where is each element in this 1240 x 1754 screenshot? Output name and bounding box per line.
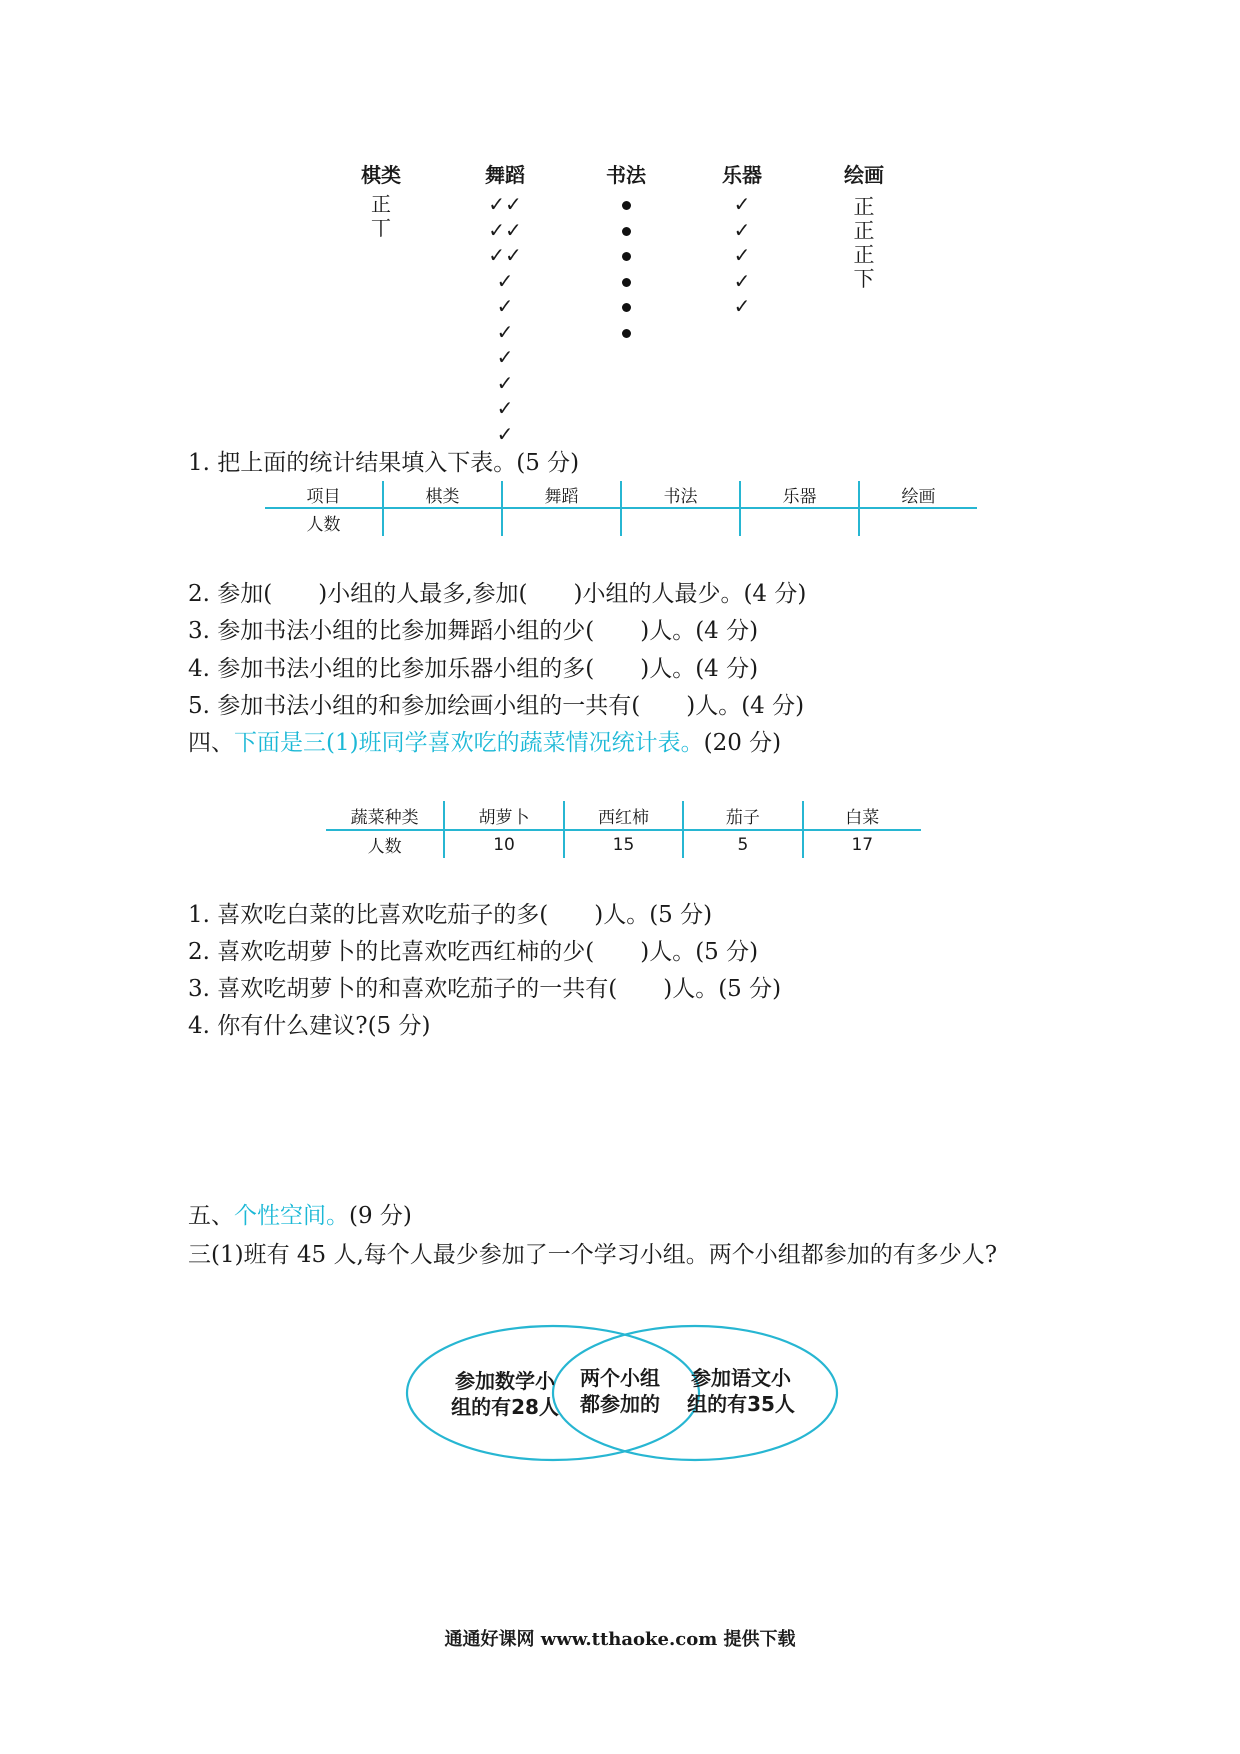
veg-question-3: 3. 喜欢吃胡萝卜的和喜欢吃茄子的一共有( )人。(5 分) [188,976,782,1002]
tally-mark: ✓ [733,192,751,216]
tally-mark: ✓ [496,268,514,293]
tally-column-painting [824,158,904,291]
section-score: (9 分) [349,1203,412,1229]
tally-mark: 丅 [371,216,391,240]
table-header: 项目 [265,481,383,508]
tally-mark: ✓✓ [488,192,522,216]
section-5-heading [188,1201,412,1231]
tally-mark: ✓ [496,294,514,318]
tally-mark: ✓ [733,217,751,242]
tally-header: 舞蹈 [485,163,525,187]
veg-question-4: 4. 你有什么建议?(5 分) [188,1013,431,1039]
tally-mark: 正 [853,219,875,243]
section-title: 下面是三(1)班同学喜欢吃的蔬菜情况统计表。 [234,730,704,756]
tally-mark: 正 [853,195,875,219]
table-header: 茄子 [683,801,802,830]
question-3: 3. 参加书法小组的比参加舞蹈小组的少( )人。(4 分) [188,618,759,644]
venn-diagram [400,1320,840,1470]
section-4-heading [188,728,781,758]
table-header: 棋类 [383,481,502,508]
tally-dot [586,218,666,244]
venn-left-label: 组的有28人 [451,1395,559,1419]
answer-cell[interactable] [621,508,740,536]
answer-cell[interactable] [740,508,859,536]
footer-credit: 通通好课网 www.tthaoke.com 提供下载 [444,1629,796,1650]
tally-mark: ✓ [496,345,514,369]
tally-mark: ✓ [733,243,751,267]
tally-mark: ✓ [496,421,514,446]
section-prefix: 四、 [188,730,234,756]
venn-middle-label: 都参加的 [580,1392,660,1416]
section-title: 个性空间。 [234,1203,349,1229]
veg-question-1: 1. 喜欢吃白菜的比喜欢吃茄子的多( )人。(5 分) [188,902,713,928]
tally-header: 乐器 [722,163,762,187]
section-score: (20 分) [703,730,782,756]
tally-dot [586,243,666,269]
tally-mark: ✓ [496,370,514,395]
tally-mark: ✓ [496,319,514,344]
question-1: 1. 把上面的统计结果填入下表。(5 分) [188,450,580,476]
table-header: 舞蹈 [502,481,621,508]
table-header: 书法 [621,481,740,508]
answer-cell[interactable] [383,508,502,536]
question-2: 2. 参加( )小组的人最多,参加( )小组的人最少。(4 分) [188,581,807,607]
venn-middle-label: 两个小组 [580,1366,660,1390]
table-cell: 15 [564,830,683,858]
table-cell: 10 [444,830,563,858]
tally-mark: 下 [853,267,875,291]
veg-question-2: 2. 喜欢吃胡萝卜的比喜欢吃西红柿的少( )人。(5 分) [188,939,759,965]
venn-right-label: 组的有35人 [687,1392,795,1416]
answer-cell[interactable] [502,508,621,536]
tally-header: 棋类 [361,163,401,187]
tally-dot [586,269,666,295]
tally-mark: ✓ [733,294,751,318]
vegetable-table [326,801,921,858]
tally-mark: ✓✓ [488,217,522,242]
table-header: 白菜 [803,801,921,830]
fill-in-table [265,481,977,536]
table-cell: 17 [803,830,921,858]
section-5-question: 三(1)班有 45 人,每个人最少参加了一个学习小组。两个小组都参加的有多少人? [188,1242,998,1268]
tally-mark: ✓ [496,396,514,420]
tally-column-calligraphy [586,158,666,345]
venn-right-label: 参加语文小 [691,1366,791,1390]
table-header: 乐器 [740,481,859,508]
table-row-label: 人数 [306,515,341,535]
table-header: 胡萝卜 [444,801,563,830]
tally-column-chess [341,158,421,240]
table-header: 西红柿 [564,801,683,830]
answer-cell[interactable] [859,508,977,536]
tally-column-dance [465,158,545,447]
section-prefix: 五、 [188,1203,234,1229]
tally-dot [586,320,666,346]
table-cell: 5 [683,830,802,858]
tally-mark: 正 [371,192,391,216]
question-5: 5. 参加书法小组的和参加绘画小组的一共有( )人。(4 分) [188,693,805,719]
tally-header: 书法 [606,163,646,187]
table-header: 蔬菜种类 [326,801,444,830]
tally-dot [586,294,666,320]
tally-mark: 正 [853,243,875,267]
tally-mark: ✓✓ [488,243,522,267]
question-4: 4. 参加书法小组的比参加乐器小组的多( )人。(4 分) [188,656,759,682]
venn-left-label: 参加数学小 [455,1369,555,1393]
tally-dot [586,192,666,218]
tally-column-instrument [702,158,782,320]
tally-mark: ✓ [733,268,751,293]
table-row-label: 人数 [367,837,402,857]
table-header: 绘画 [859,481,977,508]
tally-header: 绘画 [844,163,884,187]
